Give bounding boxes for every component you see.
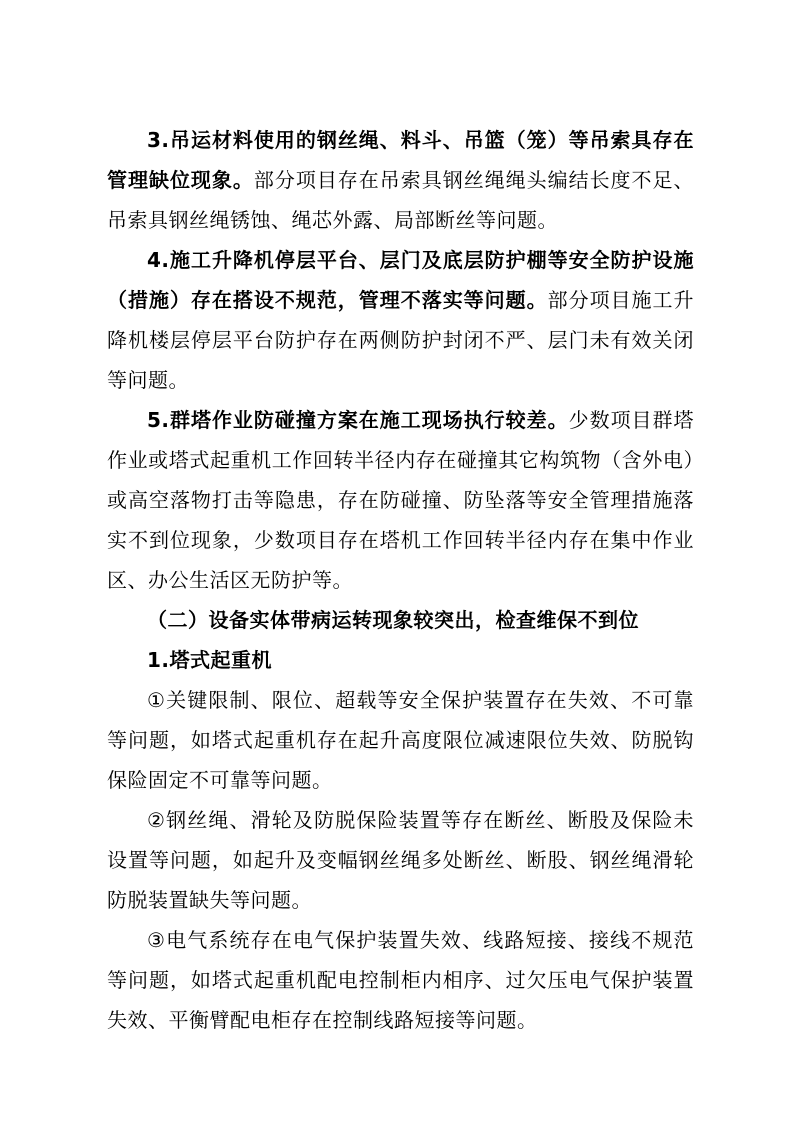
paragraph-lead: 5.群塔作业防碰撞方案在施工现场执行较差。 (147, 408, 569, 432)
paragraph-body: 部分项目存在吊索具钢丝绳绳头编结长度不足、吊索具钢丝绳锈蚀、绳芯外露、局部断丝等问题。 (107, 168, 695, 232)
list-item-electrical-system: ③电气系统存在电气保护装置失效、线路短接、接线不规范等问题，如塔式起重机配电控制柜内相序、过欠压电气保护装置失效、平衡臂配电柜存在控制线路短接等问题。 (107, 928, 694, 1032)
paragraph-tower-crane-collision (107, 400, 694, 600)
paragraph-construction-hoist (107, 240, 694, 400)
list-item-wire-rope: ②钢丝绳、滑轮及防脱保险装置等存在断丝、断股及保险未设置等问题，如起升及变幅钢丝绳多处断丝、断股、钢丝绳滑轮防脱装置缺失等问题。 (107, 808, 694, 912)
subsection-heading: 1.塔式起重机 (147, 648, 273, 672)
paragraph-body: 少数项目群塔作业或塔式起重机工作回转半径内存在碰撞其它构筑物（含外电）或高空落物打击等隐患，存在防碰撞、防坠落等安全管理措施落实不到位现象，少数项目存在塔机工作回转半径内存在集中作业区、办公生活区无防护等。 (107, 408, 695, 592)
paragraph-lead: 3.吊运材料使用的钢丝绳、料斗、吊篮（笼）等吊索具存在管理缺位现象。 (107, 128, 694, 192)
section-heading: （二）设备实体带病运转现象较突出，检查维保不到位 (147, 608, 639, 632)
paragraph-hoisting-rigging (107, 120, 694, 240)
list-item-safety-devices: ①关键限制、限位、超载等安全保护装置存在失效、不可靠等问题，如塔式起重机存在起升高度限位减速限位失效、防脱钩保险固定不可靠等问题。 (107, 688, 694, 792)
paragraph-body: 部分项目施工升降机楼层停层平台防护存在两侧防护封闭不严、层门未有效关闭等问题。 (107, 288, 695, 392)
paragraph-lead: 4.施工升降机停层平台、层门及底层防护棚等安全防护设施（措施）存在搭设不规范，管理不落实等问题。 (107, 248, 694, 312)
